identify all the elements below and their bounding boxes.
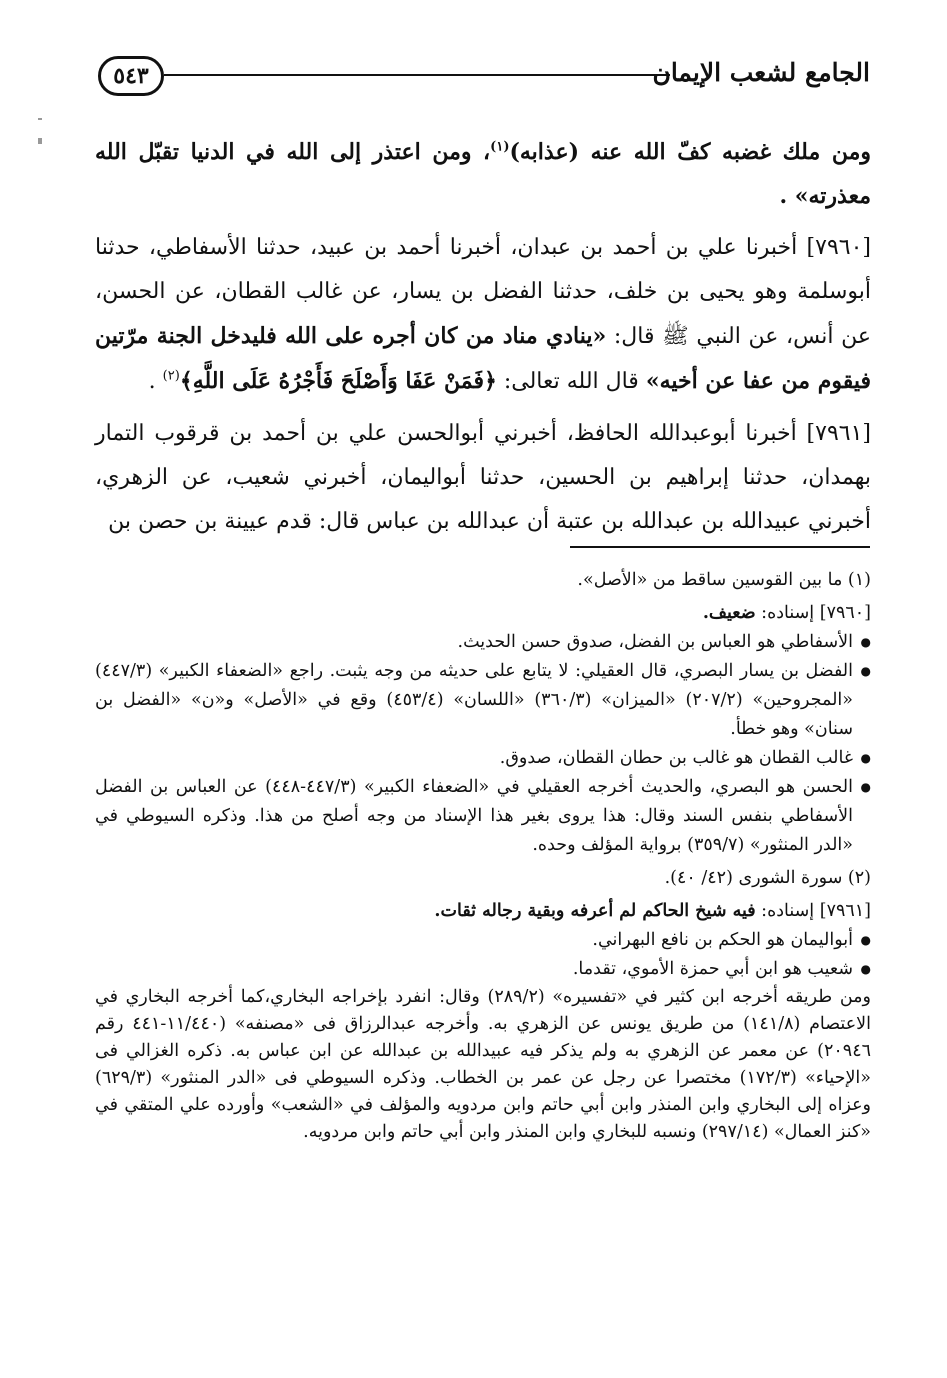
note-7961-body	[95, 984, 871, 1146]
note-grade: فيه شيخ الحاكم لم أعرفه وبقية رجاله ثقات.	[434, 901, 756, 921]
list-item: ● الحسن هو البصري، والحديث أخرجه العقيلي في «الضعفاء الكبير» (٤٤٧/٣-٤٤٨) عن العباس بن الفضل الأسفاطي بنفس السند وقال: هذا يروى بغير هذا الإسناد من وجه أصلح من هذا. وذكره السيوطي في «الدر المنثور» (٣٥٩/٧) برواية المؤلف وحده.	[95, 773, 853, 860]
note-label: [٧٩٦١] إسناده:	[755, 901, 871, 921]
footnotes	[95, 566, 871, 1146]
note-7961-heading	[95, 897, 871, 926]
hadith-number: [٧٩٦٠]	[806, 235, 871, 260]
main-text	[95, 130, 871, 544]
note-7961-list	[95, 926, 871, 984]
footnote-ref-2: (٢)	[162, 368, 180, 384]
quran-verse: ﴿فَمَنْ عَفَا وَأَصْلَحَ فَأَجْرُهُ عَلَى اللَّهِ﴾	[179, 368, 497, 394]
continuation-paragraph	[95, 130, 871, 218]
page-number: ٥٤٣	[98, 56, 164, 96]
hadith-matn: «ينادي مناد من كان أجره على الله فليدخل الجنة مرّتين فيقوم من عفا عن أخيه»	[95, 323, 871, 394]
hadith-number: [٧٩٦١]	[806, 421, 871, 446]
footnote-ref-1: (١)	[490, 139, 510, 155]
footnote-2: (٢) سورة الشورى (٤٢/ ٤٠).	[664, 868, 871, 888]
scan-margin-mark	[38, 138, 42, 144]
note-paragraph: ومن طريقه أخرجه ابن كثير في «تفسيره» (٢٨٩/٢) وقال: انفرد بإخراجه البخاري،كما أخرجه البخاري في الاعتصام (١٤١/٨) من طريق يونس عن الزهري به. وأخرجه عبدالرزاق فى «مصنفه» (١١/٤٤٠-٤٤١ رقم ٢٠٩٤٦) عن معمر عن الزهري به ولم يذكر فيه عبيدالله بن عبدالله عن ابن عباس به. ذكره الغزالي فى «الإحياء» (١٧٢/٣) مختصرا عن رجل عن عمر بن الخطاب. وذكره السيوطي فى «الدر المنثور» (٦٢٩/٣) وعزاه إلى البخاري وابن المنذر وابن أبي حاتم وابن مردويه والمؤلف في «الشعب» وأورده علي المتقي في «كنز العمال» (٢٩٧/١٤) ونسبه للبخاري وابن المنذر وابن أبي حاتم وابن مردويه.	[95, 987, 872, 1142]
running-title: الجامع لشعب الإيمان	[652, 58, 870, 87]
note-7960-list	[95, 628, 871, 860]
isnad-text: أخبرنا علي بن أحمد بن عبدان، أخبرنا أحمد بن عبيد، حدثنا الأسفاطي، حدثنا أبوسلمة وهو يحيى بن خلف، حدثنا الفضل بن يسار، عن غالب القطان، عن الحسن، عن أنس، عن النبي ﷺ قال:	[95, 235, 871, 349]
note-label: [٧٩٦٠] إسناده:	[755, 603, 871, 623]
header-rule	[164, 74, 670, 76]
page-header	[98, 56, 870, 102]
list-item: ● غالب القطان هو غالب بن حطان القطان، صدوق.	[95, 744, 853, 773]
list-item: ● الفضل بن يسار البصري، قال العقيلي: لا يتابع على حديثه من وجه يثبت. راجع «الضعفاء الكبير» (٤٤٧/٣) «المجروحين» (٢٠٧/٢) «الميزان» (٣٦٠/٣) «اللسان» (٤٥٣/٤) وقع في «الأصل» و«ن» «الفضل بن سنان» وهو خطأ.	[95, 657, 853, 744]
note-7960-heading	[95, 599, 871, 628]
list-item: ● أبواليمان هو الحكم بن نافع البهراني.	[95, 926, 853, 955]
hadith-7960	[95, 226, 871, 404]
list-item: ● شعيب هو ابن أبي حمزة الأموي، تقدما.	[95, 955, 853, 984]
footnote-separator	[570, 546, 870, 548]
isnad-text: أخبرنا أبوعبدالله الحافظ، أخبرني أبوالحسن علي بن أحمد بن قرقوب التمار بهمدان، حدثنا إبراهيم بن الحسين، حدثنا أبواليمان، أخبرني شعيب، عن الزهري، أخبرني عبيدالله بن عبدالله بن عتبة أن عبدالله بن عباس قال: قدم عيينة بن حصن بن	[95, 421, 871, 534]
footnote-1: (١) ما بين القوسين ساقط من «الأصل».	[577, 570, 871, 590]
list-item: ● الأسفاطي هو العباس بن الفضل، صدوق حسن الحديث.	[95, 628, 853, 657]
text-span: ، ومن اعتذر إلى الله في الدنيا تقبّل الله معذرته» .	[95, 139, 871, 209]
note-grade: ضعيف.	[702, 603, 756, 623]
text-span: .	[148, 369, 163, 394]
text-span: ومن ملك غضبه كفّ الله عنه (عذابه)	[509, 139, 871, 165]
text-span: قال الله تعالى:	[496, 369, 646, 394]
scan-margin-mark	[38, 118, 42, 120]
hadith-7961	[95, 412, 871, 544]
